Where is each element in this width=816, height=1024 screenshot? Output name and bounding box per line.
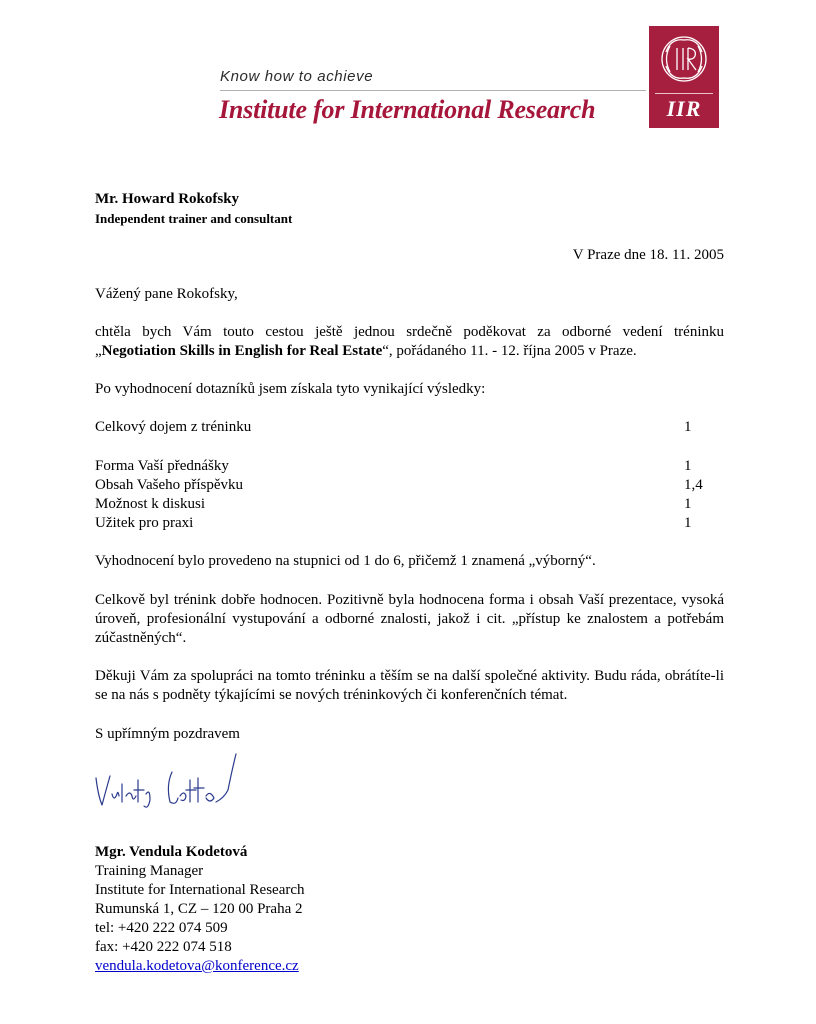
quote-open: „ — [95, 343, 102, 359]
letterhead-divider — [220, 90, 646, 91]
letterhead-org-name: Institute for International Research — [219, 95, 596, 124]
sender-position: Training Manager — [95, 863, 204, 879]
iir-monogram-icon — [657, 32, 711, 86]
recipient-title: Independent trainer and consultant — [95, 211, 293, 226]
logo-separator — [655, 93, 713, 94]
summary-paragraph: Celkově byl trénink dobře hodnocen. Pozitivně byla hodnocena forma i obsah Vaší prezentace, vysoká úroveň, profesionální vystupování a odborné znalosti, jakož i cit. „přístup ke znalostem a potřebám zúčastněných“. — [95, 592, 724, 646]
sender-name: Mgr. Vendula Kodetová — [95, 844, 248, 860]
intro-line-1: chtěla bych Vám touto cestou ještě jednou srdečně poděkovat za odborné vedení tréninku — [95, 324, 724, 340]
sender-fax: fax: +420 222 074 518 — [95, 939, 232, 955]
thanks-paragraph: Děkuji Vám za spolupráci na tomto tréninku a těším se na další společné aktivity. Budu ráda, obrátíte-li se na nás s podněty týkajícími se nových tréninkových či konferenčních témat. — [95, 668, 724, 703]
sender-email-link[interactable]: vendula.kodetova@konference.cz — [95, 958, 299, 974]
handwritten-signature — [92, 750, 252, 820]
iir-logo — [649, 26, 719, 128]
salutation: Vážený pane Rokofsky, — [95, 286, 238, 302]
sender-organization: Institute for International Research — [95, 882, 305, 898]
sender-address: Rumunská 1, CZ – 120 00 Praha 2 — [95, 901, 303, 917]
result-item-label: Forma Vaší přednášky — [95, 458, 229, 474]
result-item-value: 1 — [684, 458, 692, 474]
letterhead-tagline: Know how to achieve — [220, 68, 374, 85]
closing: S upřímným pozdravem — [95, 726, 240, 742]
intro-line-2-rest: “, pořádaného 11. - 12. října 2005 v Praze. — [382, 343, 637, 359]
result-item-value: 1,4 — [684, 477, 703, 493]
date-line: V Praze dne 18. 11. 2005 — [572, 247, 724, 263]
result-item-label: Možnost k diskusi — [95, 496, 206, 512]
result-overall-value: 1 — [684, 419, 692, 435]
result-item-label: Obsah Vašeho příspěvku — [95, 477, 244, 493]
intro-line-2 — [95, 342, 637, 361]
logo-text: IIR — [666, 96, 702, 121]
result-item-label: Užitek pro praxi — [95, 515, 194, 531]
training-name: Negotiation Skills in English for Real Estate — [101, 343, 383, 359]
results-intro: Po vyhodnocení dotazníků jsem získala tyto vynikající výsledky: — [95, 381, 486, 397]
result-item-value: 1 — [684, 496, 692, 512]
sender-tel: tel: +420 222 074 509 — [95, 920, 228, 936]
result-item-value: 1 — [684, 515, 692, 531]
scale-note: Vyhodnocení bylo provedeno na stupnici od 1 do 6, přičemž 1 znamená „výborný“. — [95, 553, 596, 569]
result-overall-label: Celkový dojem z tréninku — [95, 419, 252, 435]
recipient-name: Mr. Howard Rokofsky — [95, 191, 240, 207]
sender-email-line — [95, 957, 299, 976]
